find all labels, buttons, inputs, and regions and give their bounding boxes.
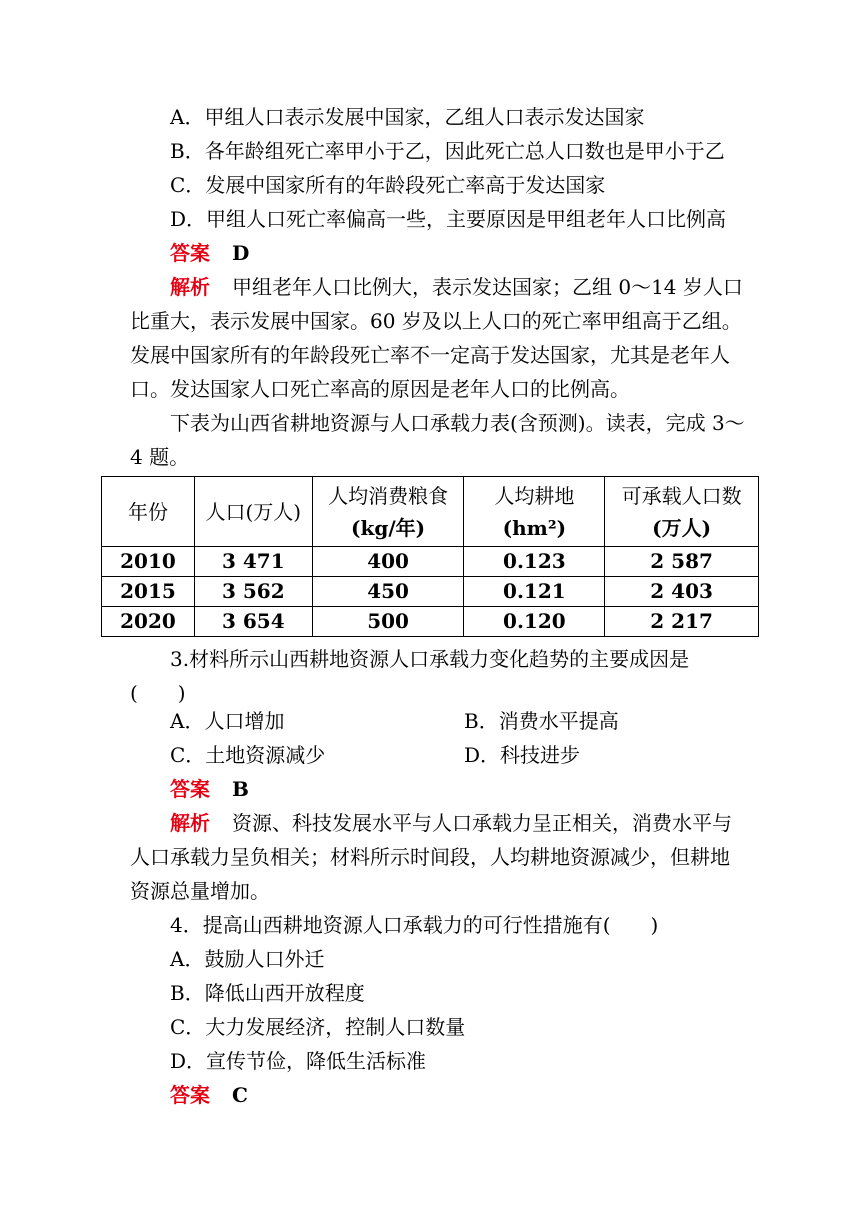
cell-farmland: 0.123 (464, 547, 605, 577)
cell-population: 3 562 (194, 577, 312, 607)
table-header-row (102, 477, 759, 547)
q3-option-a: A．人口增加 (170, 709, 285, 733)
q3-option-b: B．消费水平提高 (464, 709, 619, 733)
q4-option-d: D．宣传节俭，降低生活标准 (170, 1049, 427, 1073)
cell-grain: 450 (312, 577, 464, 607)
table-intro-line-2: 4 题。 (130, 445, 190, 469)
cell-capacity: 2 403 (605, 577, 759, 607)
answer-value: B (232, 777, 249, 801)
header-grain-per-capita: 人均消费粮食 (kg/年) (312, 477, 464, 547)
cell-population: 3 471 (194, 547, 312, 577)
cell-grain: 500 (312, 607, 464, 637)
q3-option-c: C．土地资源减少 (170, 743, 326, 767)
q2-option-b: B．各年龄组死亡率甲小于乙，因此死亡总人口数也是甲小于乙 (170, 139, 725, 163)
q2-analysis-line-2: 比重大，表示发展中国家。60 岁及以上人口的死亡率甲组高于乙组。 (130, 309, 742, 333)
answer-label: 答案 (170, 1083, 210, 1107)
q4-answer (170, 1078, 248, 1112)
q2-analysis-line-4: 口。发达国家人口死亡率高的原因是老年人口的比例高。 (130, 377, 630, 401)
header-carrying-capacity: 可承载人口数 (万人) (605, 477, 759, 547)
q2-answer (170, 236, 249, 270)
q2-option-d: D．甲组人口死亡率偏高一些，主要原因是甲组老年人口比例高 (170, 207, 727, 231)
table-row (102, 577, 759, 607)
cell-farmland: 0.120 (464, 607, 605, 637)
q3-answer (170, 772, 249, 806)
answer-value: D (232, 241, 250, 265)
table-row (102, 607, 759, 637)
analysis-label: 解析 (170, 811, 210, 835)
q3-stem-line-1: 3.材料所示山西耕地资源人口承载力变化趋势的主要成因是 (170, 647, 690, 671)
q3-analysis-line-1 (170, 806, 732, 840)
answer-label: 答案 (170, 777, 210, 801)
data-table (101, 476, 759, 637)
q4-stem: 4．提高山西耕地资源人口承载力的可行性措施有( ) (170, 913, 659, 937)
q2-analysis-line-1 (170, 270, 743, 304)
q3-option-d: D．科技进步 (464, 743, 581, 767)
header-population: 人口(万人) (194, 477, 312, 547)
cell-grain: 400 (312, 547, 464, 577)
q3-stem-line-2: ( ) (130, 681, 186, 705)
header-farmland-per-capita: 人均耕地 (hm²) (464, 477, 605, 547)
cell-capacity: 2 217 (605, 607, 759, 637)
cell-year: 2015 (102, 577, 195, 607)
q4-option-a: A．鼓励人口外迁 (170, 947, 325, 971)
q3-analysis-line-3: 资源总量增加。 (130, 879, 270, 903)
analysis-text: 资源、科技发展水平与人口承载力呈正相关，消费水平与 (232, 811, 732, 835)
analysis-label: 解析 (170, 275, 210, 299)
header-year: 年份 (102, 477, 195, 547)
cell-capacity: 2 587 (605, 547, 759, 577)
table-intro-line-1: 下表为山西省耕地资源与人口承载力表(含预测)。读表，完成 3～ (170, 411, 745, 435)
q2-analysis-line-3: 发展中国家所有的年龄段死亡率不一定高于发达国家，尤其是老年人 (130, 343, 730, 367)
answer-value: C (232, 1083, 248, 1107)
q2-option-a: A．甲组人口表示发展中国家，乙组人口表示发达国家 (170, 105, 645, 129)
q4-option-b: B．降低山西开放程度 (170, 981, 365, 1005)
cell-year: 2020 (102, 607, 195, 637)
table-row (102, 547, 759, 577)
answer-label: 答案 (170, 241, 210, 265)
analysis-text: 甲组老年人口比例大，表示发达国家；乙组 0～14 岁人口 (232, 275, 743, 299)
cell-year: 2010 (102, 547, 195, 577)
q3-analysis-line-2: 人口承载力呈负相关；材料所示时间段，人均耕地资源减少，但耕地 (130, 845, 730, 869)
cell-farmland: 0.121 (464, 577, 605, 607)
q4-option-c: C．大力发展经济，控制人口数量 (170, 1015, 466, 1039)
cell-population: 3 654 (194, 607, 312, 637)
q2-option-c: C．发展中国家所有的年龄段死亡率高于发达国家 (170, 173, 606, 197)
